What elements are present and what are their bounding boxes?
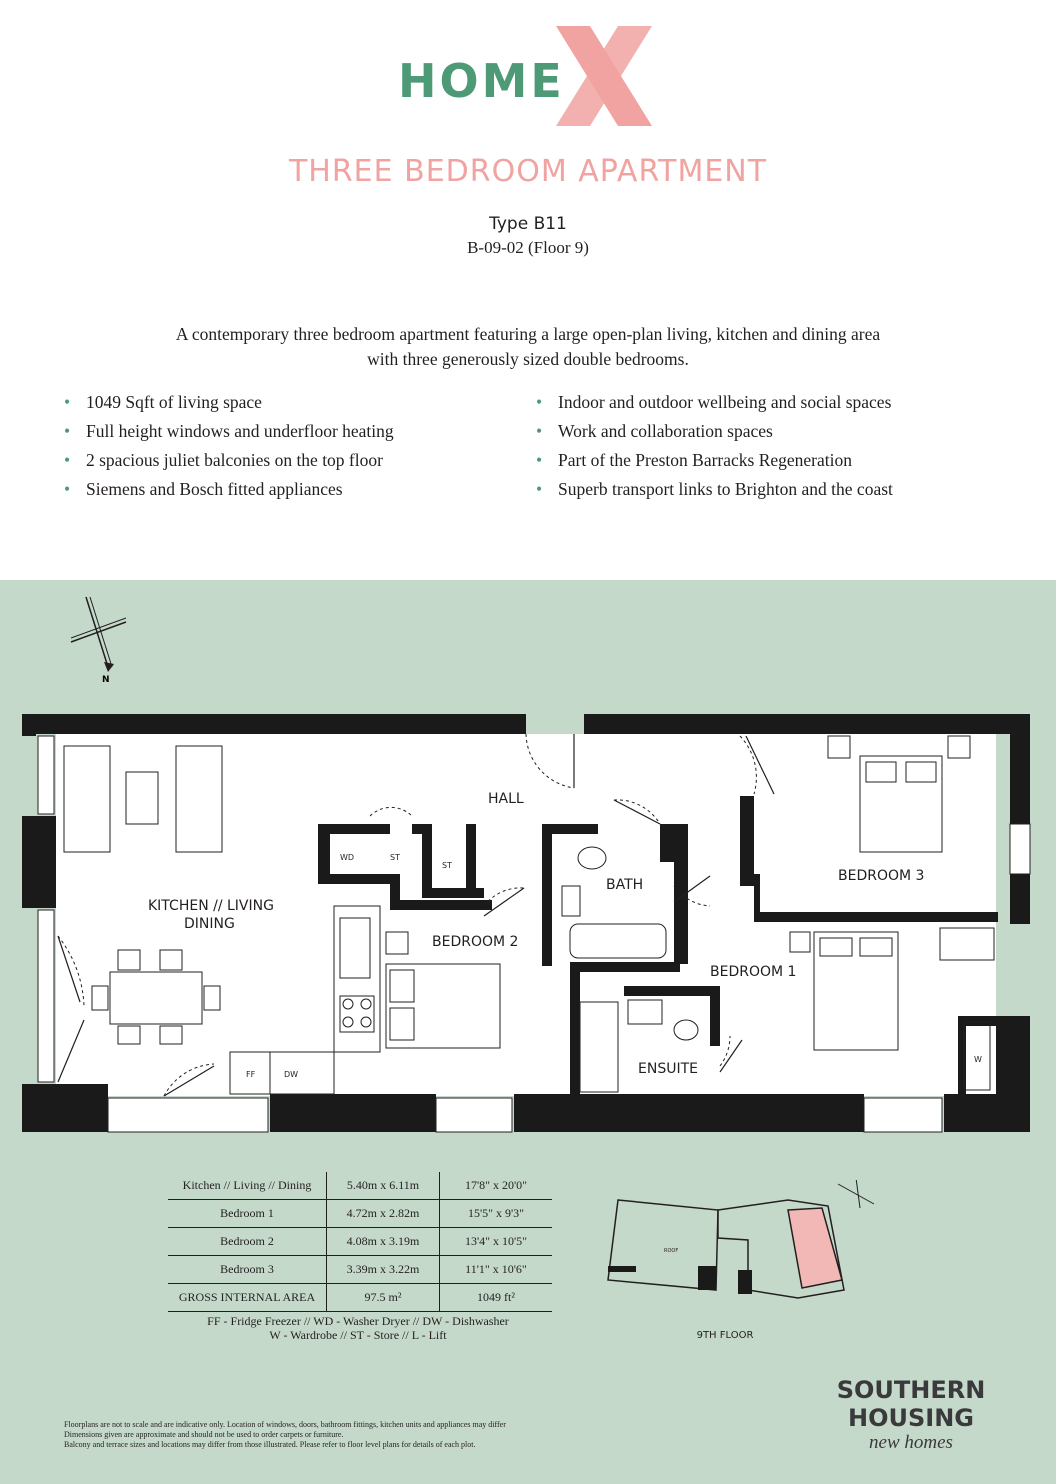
page-title: THREE BEDROOM APARTMENT: [288, 154, 768, 189]
description: A contemporary three bedroom apartment featuring a large open-plan living, kitchen and dining area with three generously sized double bedrooms.: [175, 324, 881, 369]
room-bath: BATH: [606, 877, 644, 893]
key-line: FF - Fridge Freezer // WD - Washer Dryer // DW - Dishwasher: [207, 1314, 509, 1328]
features-right: [536, 390, 893, 506]
location-plan-label: 9TH FLOOR: [696, 1330, 754, 1341]
room-kitchen-line2: DINING: [184, 916, 235, 932]
room-bedroom-2: BEDROOM 2: [432, 934, 519, 950]
area-schedule: [168, 1172, 552, 1312]
developer-logo: [826, 1376, 996, 1454]
room-bedroom-3: BEDROOM 3: [838, 868, 925, 884]
feature-item: • 1049 Sqft of living space: [64, 390, 394, 419]
roof-label: ROOF: [664, 1248, 679, 1254]
disclaimer-line: Dimensions given are approximate and should not be used to order carpets or furniture.: [64, 1430, 344, 1439]
feature-item: • Superb transport links to Brighton and the coast: [536, 477, 893, 506]
feature-item: • 2 spacious juliet balconies on the top floor: [64, 448, 394, 477]
table-row: Bedroom 2 4.08m x 3.19m 13'4" x 10'5": [168, 1228, 552, 1256]
table-row: Bedroom 3 3.39m x 3.22m 11'1" x 10'6": [168, 1256, 552, 1284]
developer-name-line2: HOUSING: [848, 1404, 974, 1432]
room-hall: HALL: [488, 791, 524, 807]
table-row: Bedroom 1 4.72m x 2.82m 15'5" x 9'3": [168, 1200, 552, 1228]
room-bedroom-1: BEDROOM 1: [710, 964, 797, 980]
compass-icon: [66, 592, 136, 684]
abbreviation-key: [168, 1314, 548, 1342]
logo-x-mark: [556, 26, 652, 126]
unit-st: ST: [390, 853, 400, 862]
feature-item: • Work and collaboration spaces: [536, 419, 893, 448]
homex-logo: [398, 26, 658, 126]
location-plan: [598, 1180, 898, 1330]
unit-st: ST: [442, 861, 452, 870]
apartment-type: Type B11: [489, 214, 567, 234]
developer-tagline: new homes: [869, 1432, 953, 1453]
key-line: W - Wardrobe // ST - Store // L - Lift: [269, 1328, 447, 1342]
room-kitchen-line1: KITCHEN // LIVING: [148, 898, 274, 914]
room-ensuite: ENSUITE: [638, 1061, 698, 1077]
features-left: [64, 390, 394, 506]
disclaimer-line: Balcony and terrace sizes and locations may differ from those illustrated. Please refer to floor level plans for details of each plot.: [64, 1440, 476, 1449]
feature-item: • Indoor and outdoor wellbeing and social spaces: [536, 390, 893, 419]
table-row: Kitchen // Living // Dining 5.40m x 6.11m 17'8" x 20'0": [168, 1172, 552, 1200]
disclaimer: [64, 1420, 624, 1450]
compass-north-label: N: [102, 675, 110, 684]
unit-wd: WD: [340, 853, 355, 862]
unit-ff: FF: [246, 1070, 256, 1079]
floor-plan: [14, 706, 1034, 1136]
feature-item: • Full height windows and underfloor heating: [64, 419, 394, 448]
logo-wordmark: HOME: [398, 54, 565, 108]
unit-dw: DW: [284, 1070, 299, 1079]
table-row: GROSS INTERNAL AREA 97.5 m² 1049 ft²: [168, 1284, 552, 1312]
disclaimer-line: Floorplans are not to scale and are indicative only. Location of windows, doors, bathroom fittings, kitchen units and appliances may differ: [64, 1420, 506, 1429]
feature-item: • Siemens and Bosch fitted appliances: [64, 477, 394, 506]
developer-name-line1: SOUTHERN: [836, 1376, 986, 1404]
feature-item: • Part of the Preston Barracks Regeneration: [536, 448, 893, 477]
unit-w: W: [974, 1055, 982, 1064]
plot-reference: B-09-02 (Floor 9): [467, 238, 589, 257]
